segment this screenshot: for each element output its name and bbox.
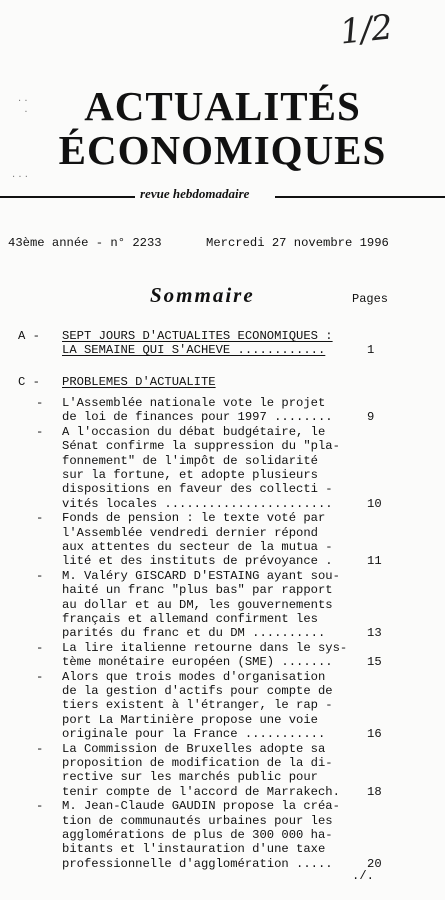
item-text-line: sur la fortune, et adopte plusieurs xyxy=(62,468,318,482)
item-text-line: proposition de modification de la di- xyxy=(62,756,333,770)
item-page-number: 13 xyxy=(367,626,382,641)
item-text-line: bitants et l'instauration d'une taxe xyxy=(62,842,326,857)
item-text-line: vités locales ....................... xyxy=(62,496,333,511)
item-text-line: Sénat confirme la suppression du "pla- xyxy=(62,439,340,454)
item-text-line: M. Jean-Claude GAUDIN propose la créa- xyxy=(62,799,340,814)
item-text-line: rective sur les marchés public pour xyxy=(62,770,318,785)
section-letter: A - xyxy=(18,329,40,343)
masthead-subtitle: revue hebdomadaire xyxy=(140,186,250,201)
item-bullet: - xyxy=(36,669,44,684)
section-title-line: PROBLEMES D'ACTUALITE xyxy=(62,375,216,389)
section-title-line: SEPT JOURS D'ACTUALITES ECONOMIQUES : xyxy=(62,329,333,343)
item-bullet: - xyxy=(36,424,44,439)
stamp-mark: · · · xyxy=(18,96,28,118)
item-bullet: - xyxy=(36,799,44,814)
pages-column-label: Pages xyxy=(352,292,389,306)
masthead-rule-right xyxy=(275,196,445,198)
handwritten-page-mark: 1/2 xyxy=(338,7,394,53)
item-text-line: tenir compte de l'accord de Marrakech. xyxy=(62,784,340,799)
masthead-title-line1: ACTUALITÉS xyxy=(84,83,361,129)
item-bullet: - xyxy=(36,396,44,410)
item-text-line: La Commission de Bruxelles adopte sa xyxy=(62,741,326,756)
item-text-line: au dollar et au DM, les gouvernements xyxy=(62,597,333,612)
item-page-number: 9 xyxy=(367,410,375,425)
item-text-line: aux attentes du secteur de la mutua - xyxy=(62,540,333,554)
item-bullet: - xyxy=(36,741,44,756)
item-text-line: Alors que trois modes d'organisation xyxy=(62,669,326,684)
item-page-number: 15 xyxy=(367,655,382,670)
item-page-number: 18 xyxy=(367,784,382,799)
masthead-title-line2: ÉCONOMIQUES xyxy=(58,127,387,173)
item-text-line: dispositions en faveur des collecti - xyxy=(62,482,333,497)
item-text-line: de la gestion d'actifs pour compte de xyxy=(62,684,333,698)
issue-date: Mercredi 27 novembre 1996 xyxy=(206,236,389,250)
continued-mark: ./. xyxy=(352,869,374,883)
item-text-line: originale pour la France ........... xyxy=(62,727,326,742)
item-bullet: - xyxy=(36,640,44,655)
item-text-line: agglomérations de plus de 300 000 ha- xyxy=(62,828,333,842)
section-title-line: LA SEMAINE QUI S'ACHEVE ............ xyxy=(62,343,326,358)
item-page-number: 10 xyxy=(367,496,382,511)
section-page-number: 1 xyxy=(367,343,375,358)
item-text-line: de loi de finances pour 1997 ........ xyxy=(62,410,333,425)
item-text-line: tion de communautés urbaines pour les xyxy=(62,813,333,828)
item-page-number: 16 xyxy=(367,727,382,742)
issue-number: 43ème année - n° 2233 xyxy=(8,236,162,250)
contents-heading: Sommaire xyxy=(150,283,255,307)
item-text-line: L'Assemblée nationale vote le projet xyxy=(62,396,326,410)
item-text-line: tiers existent à l'étranger, le rap - xyxy=(62,698,333,713)
item-text-line: La lire italienne retourne dans le sys- xyxy=(62,640,348,655)
stamp-mark-lower: · · · xyxy=(12,172,28,183)
item-bullet: - xyxy=(36,568,44,583)
item-page-number: 20 xyxy=(367,856,382,871)
item-text-line: parités du franc et du DM .......... xyxy=(62,626,326,641)
item-text-line: port La Martinière propose une voie xyxy=(62,712,318,727)
item-text-line: professionnelle d'agglomération ..... xyxy=(62,856,333,871)
item-bullet: - xyxy=(36,511,44,526)
item-text-line: fonnement" de l'impôt de solidarité xyxy=(62,453,318,468)
item-text-line: Fonds de pension : le texte voté par xyxy=(62,511,326,526)
section-letter: C - xyxy=(18,375,40,389)
item-text-line: l'Assemblée vendredi dernier répond xyxy=(62,525,318,540)
item-text-line: lité et des instituts de prévoyance . xyxy=(62,554,333,569)
item-text-line: M. Valéry GISCARD D'ESTAING ayant sou- xyxy=(62,568,340,583)
item-text-line: français et allemand confirment les xyxy=(62,612,318,626)
masthead-rule-left xyxy=(0,196,135,198)
item-page-number: 11 xyxy=(367,554,382,569)
item-text-line: A l'occasion du débat budgétaire, le xyxy=(62,424,326,439)
item-text-line: haité un franc "plus bas" par rapport xyxy=(62,583,333,598)
item-text-line: tème monétaire européen (SME) ....... xyxy=(62,655,333,670)
